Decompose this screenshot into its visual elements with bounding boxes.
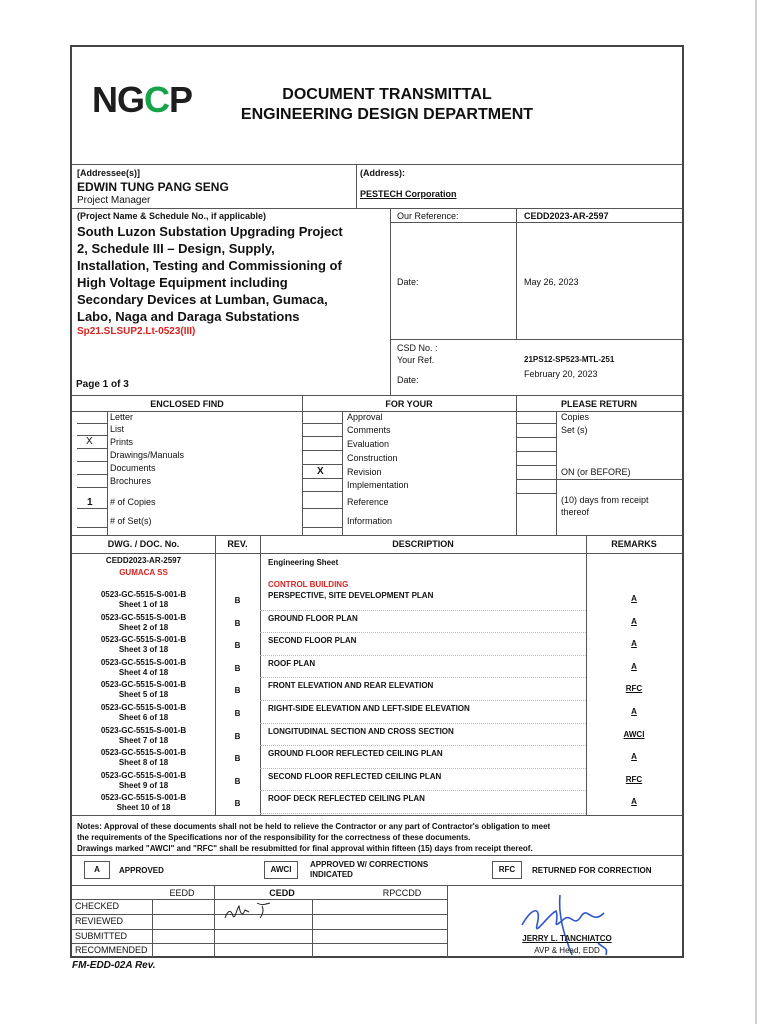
legend-rfc-code: RFC <box>492 861 522 879</box>
row-sheet: Sheet 3 of 18 <box>118 645 169 655</box>
return-item-label: Copies <box>561 412 590 422</box>
logo-letter: N <box>92 79 117 120</box>
header-title-line2: ENGINEERING DESIGN DEPARTMENT <box>240 106 534 123</box>
addressee-role: Project Manager <box>77 195 151 206</box>
checkbox-line <box>302 464 342 465</box>
row-remark: A <box>631 707 637 716</box>
checkbox-line <box>77 474 107 475</box>
date2-label: Date: <box>397 375 419 385</box>
row-description: LONGITUDINAL SECTION AND CROSS SECTION <box>268 726 454 736</box>
legend-awci-line: INDICATED <box>310 870 353 879</box>
divider <box>390 222 682 223</box>
for-your-item-label: Construction <box>347 453 398 463</box>
for-your-item-label: Approval <box>347 412 383 422</box>
checkbox-line <box>77 461 107 462</box>
logo-letter: G <box>117 79 145 120</box>
logo-letter: C <box>144 79 170 120</box>
checkbox-line <box>302 508 342 509</box>
checkbox-divider <box>342 411 343 535</box>
for-your-list <box>302 411 516 535</box>
row-remark: RFC <box>625 774 643 784</box>
divider <box>72 553 682 554</box>
return-item-label: Set (s) <box>561 425 588 435</box>
for-your-item-label: Implementation <box>347 480 409 490</box>
checkbox-line <box>516 423 556 424</box>
row-description: FRONT ELEVATION AND REAR ELEVATION <box>268 681 434 691</box>
row-sheet: Sheet 4 of 18 <box>118 667 169 677</box>
please-return-list <box>516 411 682 535</box>
legend-awci-text <box>310 860 428 880</box>
checkbox-line <box>77 527 107 528</box>
checkbox-line <box>302 491 342 492</box>
row-rev: B <box>234 754 241 764</box>
row-doc-no: 0523-GC-5515-S-001-B <box>100 590 187 599</box>
table-row <box>72 634 682 657</box>
row-remark: A <box>631 661 637 671</box>
address-label: (Address): <box>360 168 406 178</box>
checkbox-line <box>516 493 556 494</box>
divider <box>72 208 682 209</box>
checkbox-line <box>516 465 556 466</box>
enclosed-item-label: # of Copies <box>110 497 156 507</box>
legend-a-code: A <box>84 861 110 879</box>
logo-letter: P <box>169 79 193 120</box>
notes <box>77 821 677 854</box>
table-row <box>72 792 682 815</box>
grid-col <box>152 899 153 958</box>
checkbox-line <box>77 508 107 509</box>
checkbox-line <box>302 436 342 437</box>
row-rule <box>260 677 586 678</box>
notes-line: Drawings marked "AWCI" and "RFC" shall be resubmitted for final approval within fifteen (15) days from receipt thereof. <box>77 844 533 853</box>
checkbox-line <box>516 479 556 480</box>
your-ref-value: 21PS12-SP523-MTL-251 <box>524 355 615 364</box>
divider <box>447 885 448 958</box>
project-line: Labo, Naga and Daraga Substations <box>77 309 300 324</box>
checkbox-divider <box>556 411 557 535</box>
table-row <box>72 657 682 680</box>
header-title <box>222 85 552 125</box>
row-sheet: Sheet 2 of 18 <box>118 622 169 632</box>
signer-name: JERRY L. TANCHIATCO <box>522 934 612 943</box>
table-row <box>72 747 682 770</box>
row-sheet: Sheet 5 of 18 <box>118 690 169 700</box>
col-header-rev: REV. <box>227 539 248 549</box>
row-rule <box>260 723 586 724</box>
signoff-row-label: REVIEWED <box>75 915 124 926</box>
signoff-row-label: RECOMMENDED <box>75 945 148 956</box>
row-description: GROUND FLOOR PLAN <box>268 613 358 623</box>
our-ref-value: CEDD2023-AR-2597 <box>524 211 609 221</box>
row-remark: A <box>631 594 637 603</box>
row-description: ROOF PLAN <box>268 658 316 668</box>
table-row <box>72 612 682 635</box>
row-rev: B <box>234 641 241 651</box>
enclosed-item-label: Brochures <box>110 476 152 486</box>
divider <box>72 855 682 856</box>
grid-line <box>72 943 447 944</box>
checkbox-line <box>302 478 342 479</box>
row-rev: B <box>234 596 241 605</box>
row-sheet: Sheet 6 of 18 <box>118 713 169 722</box>
checkbox-line <box>516 437 556 438</box>
row-rule <box>260 610 586 611</box>
copies-count: 1 <box>87 497 93 508</box>
row-description: GROUND FLOOR REFLECTED CEILING PLAN <box>268 749 443 759</box>
divider <box>356 164 357 208</box>
row-rev: B <box>234 663 241 673</box>
intro-site: GUMACA SS <box>119 568 168 577</box>
row-sheet: Sheet 9 of 18 <box>118 780 169 790</box>
table-row <box>72 770 682 793</box>
row-rev: B <box>234 686 241 696</box>
date2-value: February 20, 2023 <box>524 369 598 379</box>
csd-label: CSD No. : <box>397 343 438 353</box>
row-rule <box>260 700 586 701</box>
row-description: ROOF DECK REFLECTED CEILING PLAN <box>268 794 425 804</box>
row-doc-no: 0523-GC-5515-S-001-B <box>100 770 187 780</box>
return-item-label: (10) days from receipt <box>561 495 649 505</box>
section-heading: CONTROL BUILDING <box>268 580 349 589</box>
prints-mark: X <box>86 436 93 447</box>
row-rule <box>260 768 586 769</box>
col-header-remarks: REMARKS <box>611 539 657 549</box>
header-divider <box>72 164 682 165</box>
row-rule <box>260 790 586 791</box>
row-remark: A <box>631 616 637 626</box>
row-doc-no: 0523-GC-5515-S-001-B <box>100 635 187 645</box>
checkbox-line <box>77 487 107 488</box>
divider <box>72 395 682 396</box>
project-line: Secondary Devices at Lumban, Gumaca, <box>77 292 328 307</box>
enclosed-item-label: Drawings/Manuals <box>110 450 185 460</box>
divider <box>72 535 682 536</box>
page-edge <box>755 0 757 1024</box>
row-rev: B <box>234 731 241 741</box>
row-description: SECOND FLOOR REFLECTED CEILING PLAN <box>268 771 442 781</box>
row-doc-no: 0523-GC-5515-S-001-B <box>100 657 187 667</box>
row-remark: A <box>631 639 637 649</box>
checkbox-line <box>77 423 107 424</box>
checkbox-divider <box>107 411 108 535</box>
date-label: Date: <box>397 277 419 287</box>
page-count: Page 1 of 3 <box>76 379 129 390</box>
signoff-row-label: SUBMITTED <box>75 930 128 941</box>
row-doc-no: 0523-GC-5515-S-001-B <box>100 680 187 690</box>
for-your-item-label: Reference <box>347 497 389 507</box>
table-row <box>72 702 682 725</box>
checkbox-line <box>302 527 342 528</box>
row-rev: B <box>234 618 241 628</box>
project-line: South Luzon Substation Upgrading Project <box>77 224 343 239</box>
return-item-label: thereof <box>561 507 590 517</box>
transmittal-sheet <box>70 45 684 958</box>
legend-rfc-text: RETURNED FOR CORRECTION <box>532 866 652 875</box>
form-code: FM-EDD-02A Rev. <box>72 960 156 971</box>
ngcp-logo <box>92 79 192 121</box>
row-sheet: Sheet 8 of 18 <box>118 758 169 768</box>
row-description: RIGHT-SIDE ELEVATION AND LEFT-SIDE ELEVATION <box>268 704 470 713</box>
legend-a-text: APPROVED <box>119 866 164 875</box>
your-ref-label: Your Ref. <box>397 355 435 365</box>
legend-awci-code: AWCI <box>264 861 298 879</box>
header-title-line1: DOCUMENT TRANSMITTAL <box>282 86 492 103</box>
table-row <box>72 725 682 748</box>
signoff-col-rpccdd: RPCCDD <box>382 888 422 898</box>
for-your-item-label: Information <box>347 516 393 526</box>
row-description: SECOND FLOOR PLAN <box>268 636 357 646</box>
enclosed-item-label: List <box>110 424 125 434</box>
signoff-col-cedd: CEDD <box>269 888 295 898</box>
project-name <box>77 223 343 325</box>
row-rev: B <box>234 776 241 786</box>
checkbox-line <box>77 448 107 449</box>
row-remark: A <box>631 752 637 762</box>
enclosed-item-label: Letter <box>110 412 134 422</box>
for-your-item-label: Comments <box>347 425 391 435</box>
row-sheet: Sheet 7 of 18 <box>118 735 169 745</box>
row-remark: AWCI <box>623 729 645 739</box>
enclosed-item-label: # of Set(s) <box>110 516 152 526</box>
grid-col <box>312 899 313 958</box>
intro-description: Engineering Sheet <box>268 558 339 567</box>
row-rev: B <box>234 799 241 809</box>
enclosed-find-heading: ENCLOSED FIND <box>150 399 224 409</box>
row-rule <box>260 745 586 746</box>
project-code: Sp21.SLSUP2.Lt-0523(III) <box>77 326 196 337</box>
row-doc-no: 0523-GC-5515-S-001-B <box>100 725 187 735</box>
col-header-description: DESCRIPTION <box>392 539 454 549</box>
row-sheet: Sheet 10 of 18 <box>116 803 171 813</box>
checkbox-line <box>302 423 342 424</box>
revision-mark: X <box>317 466 324 477</box>
row-line <box>556 479 682 480</box>
enclosed-find-list <box>72 411 302 535</box>
enclosed-item-label: Documents <box>110 463 156 473</box>
project-line: High Voltage Equipment including <box>77 275 288 290</box>
cedd-signature <box>222 900 292 924</box>
row-doc-no: 0523-GC-5515-S-001-B <box>100 793 187 803</box>
project-label: (Project Name & Schedule No., if applicable) <box>77 211 267 221</box>
addressee-label: [Addressee(s)] <box>77 168 141 178</box>
checkbox-line <box>302 450 342 451</box>
for-your-item-label: Evaluation <box>347 439 390 449</box>
row-rule <box>260 655 586 656</box>
checkbox-line <box>516 451 556 452</box>
signoff-col-eedd: EEDD <box>169 888 195 898</box>
project-line: 2, Schedule III – Design, Supply, <box>77 241 275 256</box>
row-doc-no: 0523-GC-5515-S-001-B <box>100 748 187 758</box>
project-line: Installation, Testing and Commissioning of <box>77 258 342 273</box>
grid-line <box>72 929 447 930</box>
enclosed-item-label: Prints <box>110 437 134 447</box>
row-remark: A <box>631 797 637 807</box>
address-company: PESTECH Corporation <box>360 189 457 199</box>
drawing-rows <box>72 589 682 815</box>
for-your-heading: FOR YOUR <box>385 399 433 409</box>
return-item-label: ON (or BEFORE) <box>561 467 631 477</box>
for-your-item-label: Revision <box>347 467 382 477</box>
table-row <box>72 679 682 702</box>
divider <box>390 339 682 340</box>
notes-line: Notes: Approval of these documents shall not be held to relieve the Contractor or any part of Contractor's obligation to meet <box>77 822 551 831</box>
row-description: PERSPECTIVE, SITE DEVELOPMENT PLAN <box>268 591 434 600</box>
divider <box>516 208 517 339</box>
row-doc-no: 0523-GC-5515-S-001-B <box>100 703 187 712</box>
divider <box>390 208 391 395</box>
our-ref-label: Our Reference: <box>397 211 459 221</box>
row-rule <box>260 813 586 814</box>
row-doc-no: 0523-GC-5515-S-001-B <box>100 612 187 622</box>
signer-title: AVP & Head, EDD <box>534 946 600 955</box>
divider <box>72 815 682 816</box>
addressee-name: EDWIN TUNG PANG SENG <box>77 180 229 194</box>
intro-doc-no: CEDD2023-AR-2597 <box>105 556 182 565</box>
row-rev: B <box>234 709 241 718</box>
row-sheet: Sheet 1 of 18 <box>118 600 169 609</box>
signoff-row-label: CHECKED <box>75 901 120 911</box>
table-row <box>72 589 682 612</box>
row-rule <box>260 632 586 633</box>
legend-awci-line: APPROVED W/ CORRECTIONS <box>310 860 429 869</box>
col-header-doc: DWG. / DOC. No. <box>107 539 180 549</box>
date-value: May 26, 2023 <box>524 277 579 287</box>
notes-line: the requirements of the Specifications nor of the responsibility for the correctness of these documents. <box>77 833 471 842</box>
please-return-heading: PLEASE RETURN <box>560 399 637 409</box>
row-remark: RFC <box>625 684 643 694</box>
grid-col <box>214 885 215 958</box>
